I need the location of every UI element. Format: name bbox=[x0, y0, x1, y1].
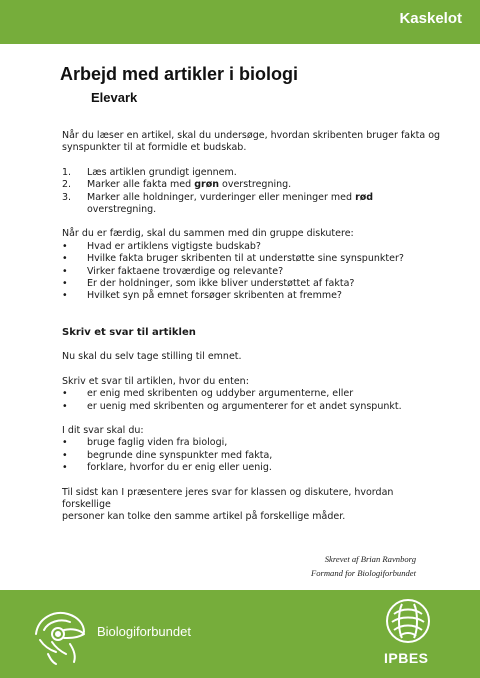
bullet: • bbox=[62, 400, 68, 412]
list-item: • Hvilket syn på emnet forsøger skribenten at fremme? bbox=[62, 290, 342, 302]
emphasis-green: grøn bbox=[194, 179, 219, 191]
biologiforbundet-name: Biologiforbundet bbox=[97, 624, 191, 639]
discuss-list bbox=[62, 241, 442, 303]
list-item: • forklare, hvorfor du er enig eller uenig. bbox=[62, 462, 272, 474]
bullet: • bbox=[62, 240, 68, 252]
list-item: • er enig med skribenten og uddyber argumenterne, eller bbox=[62, 388, 354, 400]
list-item bbox=[62, 167, 442, 179]
page-subtitle: Elevark bbox=[91, 90, 138, 105]
bullet: • bbox=[62, 437, 68, 449]
list-item-text: Marker alle fakta med grøn overstregning. bbox=[87, 179, 292, 191]
section-heading: Skriv et svar til artiklen bbox=[62, 326, 196, 338]
globe-fish-logo-icon bbox=[384, 596, 432, 646]
answer-list bbox=[62, 437, 442, 474]
list-number: 1. bbox=[62, 166, 72, 178]
bullet: • bbox=[62, 265, 68, 277]
answer-intro: I dit svar skal du: bbox=[62, 424, 144, 436]
top-banner bbox=[0, 0, 480, 44]
write-intro: Skriv et svar til artiklen, hvor du enten: bbox=[62, 375, 249, 387]
signature bbox=[311, 552, 416, 580]
closing-line-1: Til sidst kan I præsentere jeres svar for klassen og diskutere, hvordan forskellige bbox=[62, 486, 394, 510]
discuss-intro: Når du er færdig, skal du sammen med din gruppe diskutere: bbox=[62, 228, 354, 240]
ipbes-name: IPBES bbox=[384, 650, 429, 666]
section-intro: Nu skal du selv tage stilling til emnet. bbox=[62, 351, 242, 363]
bullet: • bbox=[62, 462, 68, 474]
list-item: • Hvad er artiklens vigtigste budskab? bbox=[62, 240, 261, 252]
list-number: 2. bbox=[62, 179, 72, 191]
page-title: Arbejd med artikler i biologi bbox=[60, 64, 299, 84]
list-item: • Hvilke fakta bruger skribenten til at understøtte sine synspunkter? bbox=[62, 253, 404, 265]
list-number: 3. bbox=[62, 191, 72, 203]
signature-role: Formand for Biologiforbundet bbox=[310, 568, 416, 578]
list-item: • Virker faktaene troværdige og relevante? bbox=[62, 265, 284, 277]
closing-line-2: personer kan tolke den samme artikel på forskellige måder. bbox=[62, 511, 346, 523]
steps-list bbox=[62, 167, 442, 217]
list-item: • er uenig med skribenten og argumenterer for et andet synspunkt. bbox=[62, 400, 402, 412]
bullet: • bbox=[62, 278, 68, 290]
list-item-text: Marker alle holdninger, vurderinger eller meninger med rød overstregning. bbox=[87, 191, 374, 216]
list-item bbox=[62, 192, 442, 217]
document-body bbox=[62, 130, 442, 524]
list-item: • Er der holdninger, som ikke bliver understøttet af fakta? bbox=[62, 278, 355, 290]
intro-line-2: synspunkter til at formidle et budskab. bbox=[62, 142, 247, 154]
list-item-text: Læs artiklen grundigt igennem. bbox=[87, 166, 237, 178]
emphasis-red: rød bbox=[355, 191, 374, 203]
totem-bird-logo-icon bbox=[30, 604, 88, 666]
list-item: • begrunde dine synspunkter med fakta, bbox=[62, 449, 273, 461]
signature-author: Skrevet af Brian Ravnborg bbox=[324, 554, 416, 564]
list-item: • bruge faglig viden fra biologi, bbox=[62, 437, 228, 449]
list-item bbox=[62, 179, 442, 191]
bullet: • bbox=[62, 290, 68, 302]
bullet: • bbox=[62, 388, 68, 400]
brand-label: Kaskelot bbox=[399, 10, 462, 27]
write-list bbox=[62, 388, 442, 413]
bullet: • bbox=[62, 253, 68, 265]
intro-line-1: Når du læser en artikel, skal du undersøge, hvordan skribenten bruger fakta og bbox=[62, 130, 441, 141]
bullet: • bbox=[62, 449, 68, 461]
